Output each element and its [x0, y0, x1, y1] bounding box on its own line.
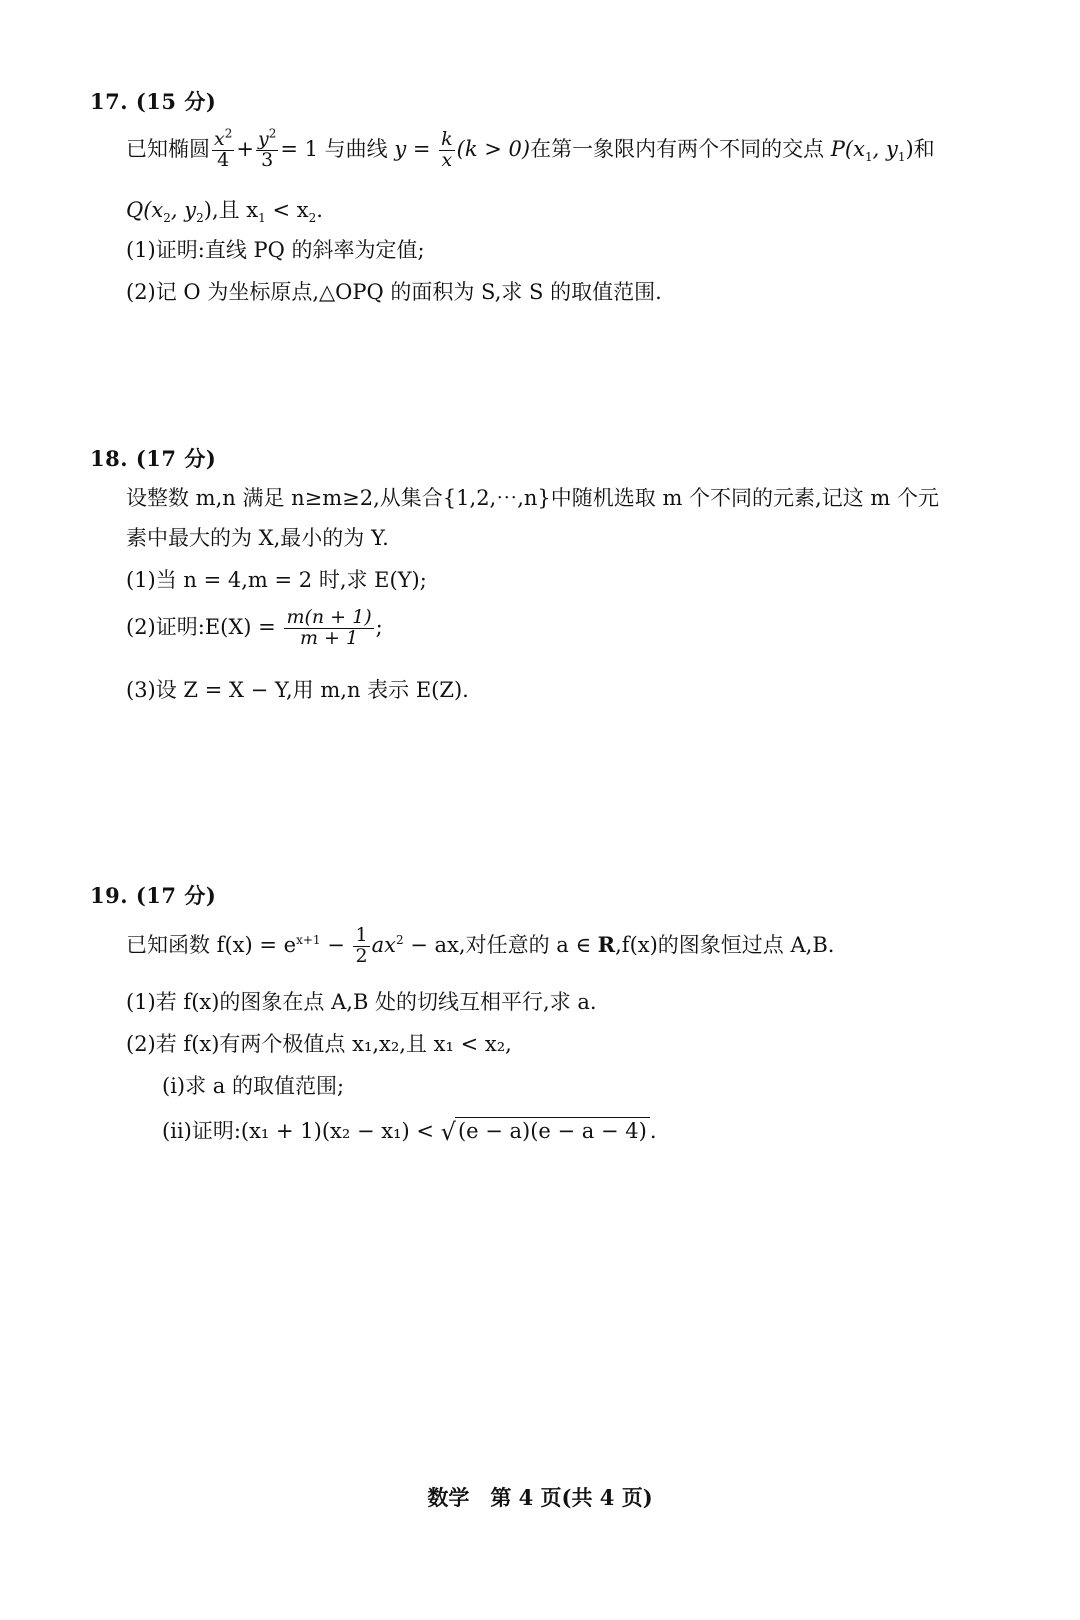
- q17-line1: 已知椭圆 $\frac{x^2}{4}$ + $\frac{y^2}{3}$ = 1 与曲线 y = $\frac{k}{x}$ (k > 0)在第一象限内有两个不同的交点 $P(x_1$, $y_1$)和: [126, 126, 935, 171]
- sqrt-expression: √(e − a)(e − a − 4): [441, 1118, 650, 1142]
- point-p: P(x: [830, 136, 865, 161]
- plus-sign: +: [236, 136, 254, 161]
- page-footer: 数学 第 4 页(共 4 页): [427, 1485, 653, 1510]
- q19-number: 19.: [90, 883, 129, 908]
- half-fraction: $\frac{1}{2}$: [355, 924, 368, 967]
- q18-line2: 素中最大的为 X,最小的为 Y.: [126, 526, 389, 550]
- exponent: x+1: [296, 932, 321, 947]
- real-set: R: [597, 931, 616, 957]
- q19-part2: (2)若 f(x)有两个极值点 x₁,x₂,且 x₁ < x₂,: [126, 1032, 512, 1056]
- ex-fraction: $\frac{m(n + 1)}{m + 1}$: [286, 606, 372, 649]
- q19-part2-ii: (ⅱ)证明:(x₁ + 1)(x₂ − x₁) < √(e − a)(e − a − 4) .: [162, 1118, 657, 1146]
- q18-line1: 设整数 m,n 满足 n≥m≥2,从集合{1,2,⋯,n}中随机选取 m 个不同的元素,记这 m 个元: [126, 486, 939, 510]
- q18-header: [90, 443, 216, 473]
- q18-number: 18.: [90, 446, 129, 471]
- k-condition: (k > 0): [456, 136, 531, 161]
- q17-part1: (1)证明:直线 PQ 的斜率为定值;: [126, 238, 425, 262]
- q17-part2: (2)记 O 为坐标原点,△OPQ 的面积为 S,求 S 的取值范围.: [126, 280, 662, 304]
- q17-line2: $Q(x_2$, $y_2$),且 $x_1 < x_2$.: [126, 198, 323, 226]
- q18-points: (17 分): [135, 446, 217, 471]
- q19-header: [90, 880, 216, 910]
- q18-part3: (3)设 Z = X − Y,用 m,n 表示 E(Z).: [126, 678, 469, 702]
- q17-header: [90, 86, 216, 116]
- q19-part1: (1)若 f(x)的图象在点 A,B 处的切线互相平行,求 a.: [126, 990, 597, 1014]
- q19-part2-i: (ⅰ)求 a 的取值范围;: [162, 1074, 345, 1098]
- q19-line1: 已知函数 $f(x) = e^{x+1}$ − $\frac{1}{2}$ $ax^2$ − ax,对任意的 a ∈ R,f(x)的图象恒过点 A,B.: [126, 924, 835, 967]
- q17-number: 17.: [90, 89, 129, 114]
- ellipse-y-fraction: $\frac{y^2}{3}$: [257, 126, 277, 171]
- q17-intro-a: 已知椭圆: [126, 136, 210, 161]
- point-q: Q(x: [126, 198, 164, 222]
- equals-one: = 1 与曲线: [280, 136, 395, 161]
- q17-intro-b: 在第一象限内有两个不同的交点: [530, 136, 831, 161]
- q17-points: (15 分): [135, 89, 217, 114]
- curve-y: y: [394, 136, 407, 161]
- ellipse-x-fraction: $\frac{x^2}{4}$: [214, 126, 233, 171]
- q18-part2: (2)证明:E(X) = $\frac{m(n + 1)}{m + 1}$ ;: [126, 606, 383, 649]
- q18-part1: (1)当 n = 4,m = 2 时,求 E(Y);: [126, 568, 427, 592]
- curve-fraction: $\frac{k}{x}$: [441, 128, 453, 171]
- q19-points: (17 分): [135, 883, 217, 908]
